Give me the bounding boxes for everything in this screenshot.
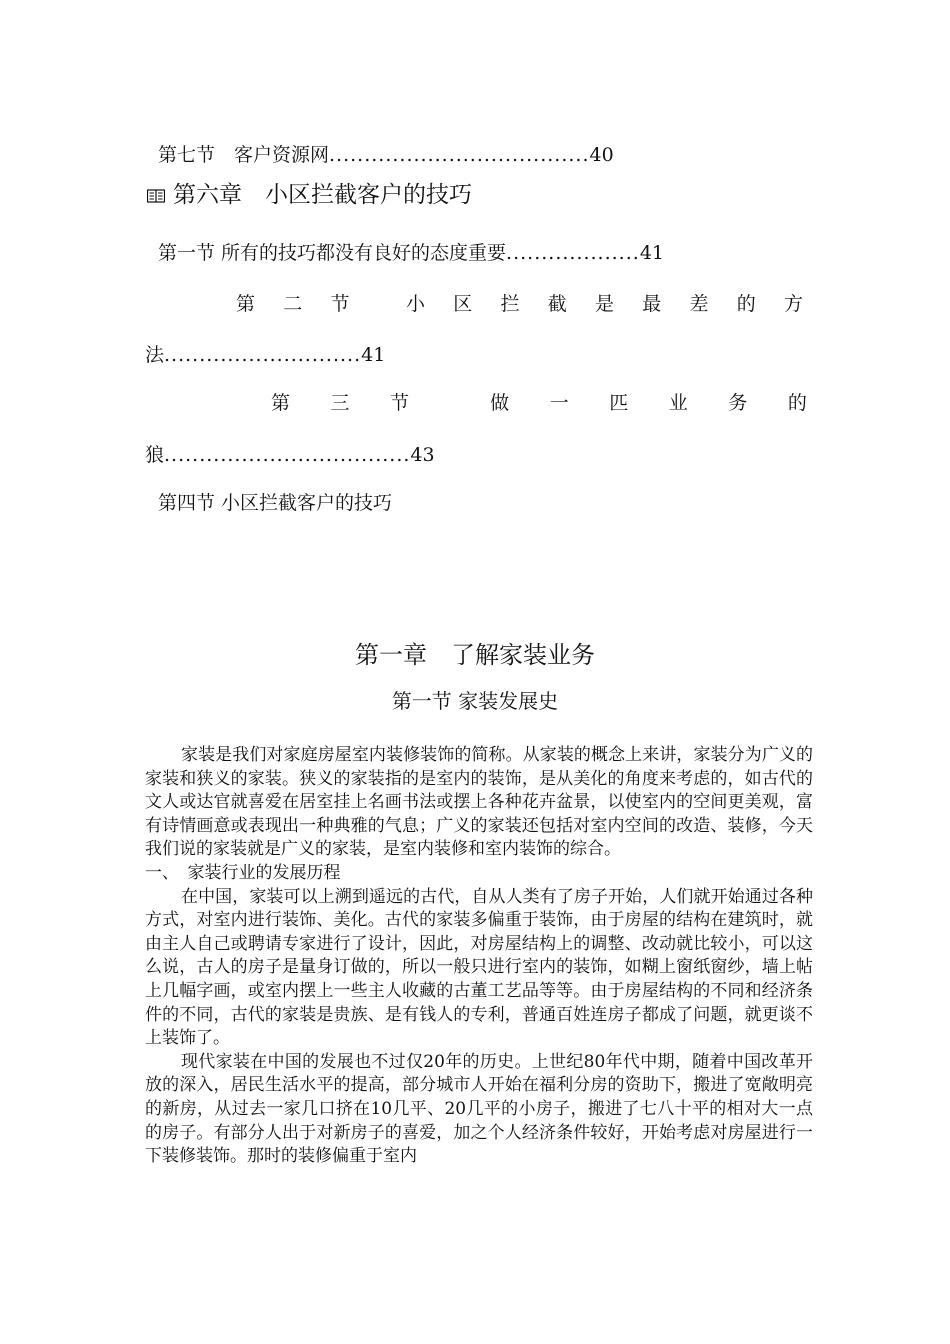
subheading: 一、 家装行业的发展历程	[145, 862, 341, 883]
toc-char: 二	[283, 293, 303, 315]
toc-entry-label: 狼	[145, 444, 165, 466]
toc-leader-dots: ...................................	[164, 444, 411, 466]
toc-entry-c6-section-1[interactable]	[158, 238, 664, 265]
chapter-6-title: 第六章 小区拦截客户的技巧	[173, 182, 472, 208]
toc-char: 节	[330, 293, 350, 315]
toc-char: 的	[787, 392, 807, 414]
toc-char: 截	[547, 293, 567, 315]
toc-entry-label: 第四节 小区拦截客户的技巧	[158, 492, 393, 514]
toc-char: 区	[453, 293, 473, 315]
toc-entry-section-7[interactable]	[158, 140, 614, 167]
toc-char: 方	[783, 293, 803, 315]
book-icon	[147, 189, 165, 203]
toc-page-number: 41	[361, 344, 386, 366]
toc-char: 业	[668, 392, 688, 414]
toc-char: 务	[728, 392, 748, 414]
toc-char: 的	[736, 293, 756, 315]
toc-entry-c6-section-2[interactable]	[236, 289, 803, 316]
toc-leader-dots: ............................	[164, 344, 362, 366]
toc-entry-c6-section-4[interactable]	[158, 488, 392, 515]
toc-char: 第	[271, 392, 291, 414]
toc-entry-c6-section-3-continued[interactable]	[145, 440, 435, 467]
toc-entry-label: 法	[145, 344, 165, 366]
toc-char: 是	[594, 293, 614, 315]
toc-leader-dots: .....................................	[329, 144, 590, 166]
toc-char: 匹	[609, 392, 629, 414]
toc-char: 一	[549, 392, 569, 414]
toc-entry-label: 第七节 客户资源网	[158, 144, 330, 166]
paragraph: 在中国，家装可以上溯到遥远的古代，自从人类有了房子开始，人们就开始通过各种方式，对室内进行装饰、美化。古代的家装多偏重于装饰，由于房屋的结构在建筑时，就由主人自己或聘请专家进行了设计，因此，对房屋结构上的调整、改动就比较小，可以这么说，古人的房子是量身订做的，所以一般只进行室内的装饰，如糊上窗纸窗纱，墙上帖上几幅字画，或室内摆上一些主人收藏的古董工艺品等等。由于房屋结构的不同和经济条件的不同，古代的家装是贵族、是有钱人的专利，普通百姓连房子都成了问题，就更谈不上装饰了。	[145, 886, 813, 1049]
chapter-title: 第一章 了解家装业务	[355, 641, 595, 669]
toc-char: 节	[390, 392, 410, 414]
body-text	[145, 744, 813, 1169]
toc-entry-label: 第一节 所有的技巧都没有良好的态度重要	[158, 242, 507, 264]
toc-page-number: 41	[639, 242, 664, 264]
section-title: 第一节 家装发展史	[391, 689, 559, 713]
toc-char: 做	[490, 392, 510, 414]
toc-char: 小	[405, 293, 425, 315]
toc-page-number: 40	[589, 144, 614, 166]
toc-char: 差	[689, 293, 709, 315]
toc-chapter-6[interactable]	[147, 176, 472, 209]
toc-char: 三	[330, 392, 350, 414]
toc-leader-dots: ...................	[506, 242, 640, 264]
paragraph: 家装是我们对家庭房屋室内装修装饰的简称。从家装的概念上来讲，家装分为广义的家装和狭义的家装。狭义的家装指的是室内的装饰，是从美化的角度来考虑的，如古代的文人或达官就喜爱在居室挂上名画书法或摆上各种花卉盆景，以使室内的空间更美观，富有诗情画意或表现出一种典雅的气息；广义的家装还包括对室内空间的改造、装修，今天我们说的家装就是广义的家装，是室内装修和室内装饰的综合。	[145, 745, 813, 860]
toc-char: 最	[642, 293, 662, 315]
toc-char: 拦	[500, 293, 520, 315]
toc-entry-c6-section-2-continued[interactable]	[145, 340, 385, 367]
toc-page-number: 43	[410, 444, 435, 466]
toc-char: 第	[236, 293, 256, 315]
paragraph: 现代家装在中国的发展也不过仅20年的历史。上世纪80年代中期，随着中国改革开放的深入，居民生活水平的提高，部分城市人开始在福利分房的资助下，搬进了宽敞明亮的新房，从过去一家几口挤在10几平、20几平的小房子，搬进了七八十平的相对大一点的房子。有部分人出于对新房子的喜爱，加之个人经济条件较好，开始考虑对房屋进行一下装修装饰。那时的装修偏重于室内	[145, 1051, 813, 1167]
toc-entry-c6-section-3[interactable]	[271, 388, 807, 415]
